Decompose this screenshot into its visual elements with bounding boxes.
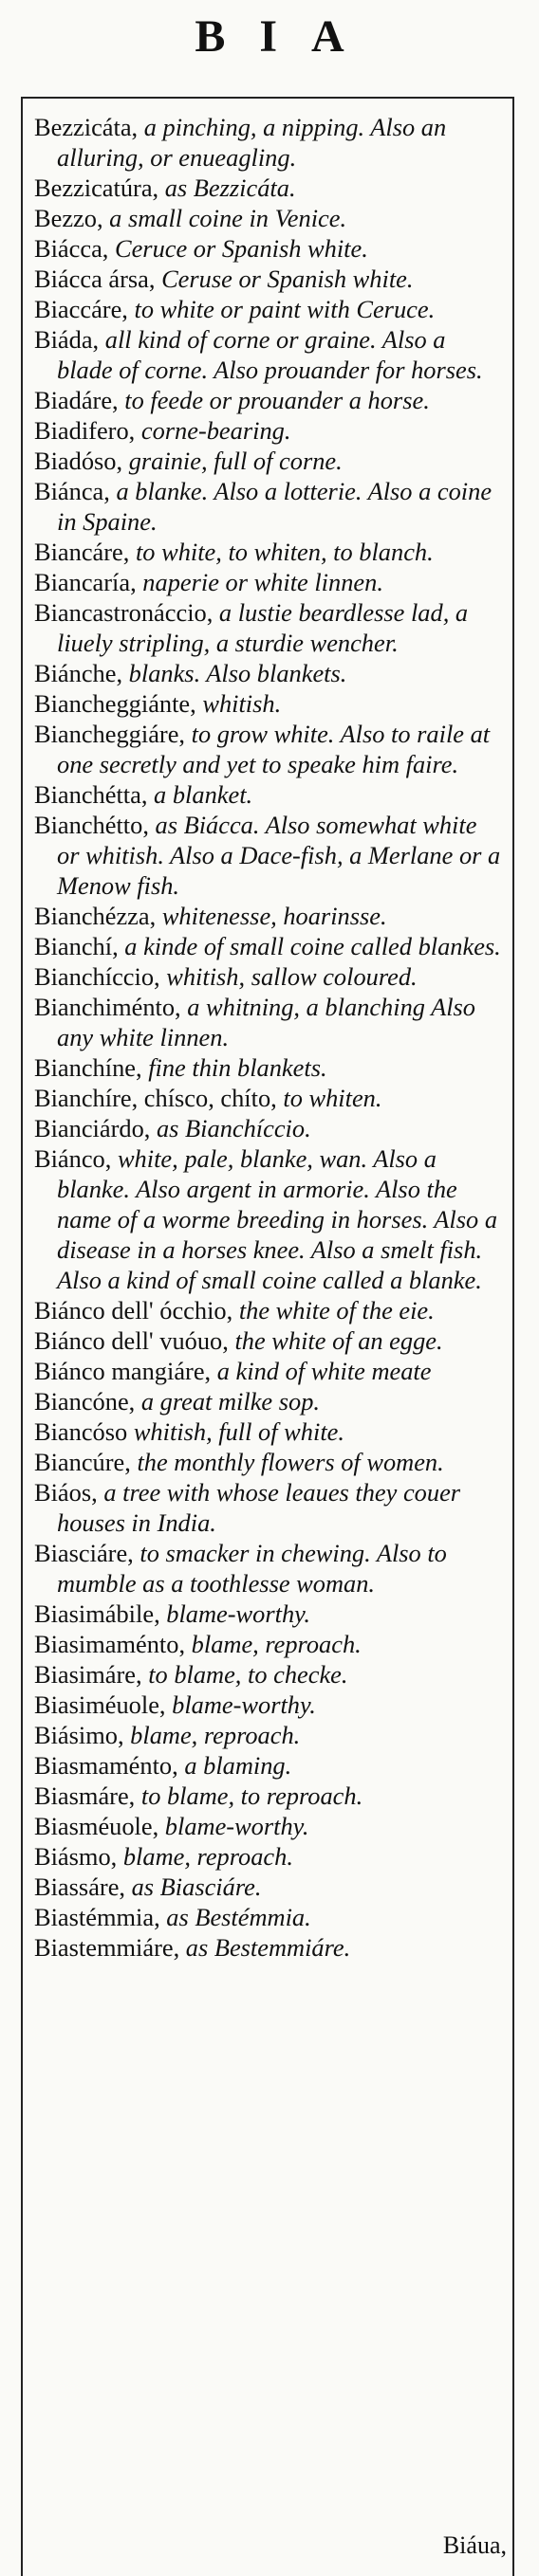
dictionary-entry	[34, 537, 505, 567]
dictionary-entry	[34, 173, 505, 203]
definition: blame-worthy.	[165, 1690, 316, 1719]
headword: Biánco dell' vuóuo,	[34, 1326, 229, 1355]
definition: to whiten.	[276, 1084, 382, 1112]
dictionary-entry	[34, 1720, 505, 1750]
definition: blame-worthy.	[158, 1812, 309, 1840]
headword: Bianchí,	[34, 932, 119, 960]
dictionary-entry	[34, 233, 505, 264]
dictionary-entry	[34, 1052, 505, 1083]
definition: to white, to whiten, to blanch.	[129, 538, 434, 566]
dictionary-entry	[34, 112, 505, 173]
headword: Bezzo,	[34, 204, 103, 232]
dictionary-entry	[34, 1538, 505, 1599]
dictionary-entry	[34, 1841, 505, 1872]
dictionary-entry	[34, 1750, 505, 1781]
dictionary-entry	[34, 446, 505, 476]
dictionary-entry	[34, 385, 505, 415]
headword: Bezzicatúra,	[34, 174, 159, 202]
dictionary-entry	[34, 1599, 505, 1629]
dictionary-entry	[34, 415, 505, 446]
headword: Biancheggiáre,	[34, 720, 186, 748]
headword: Biasmáre,	[34, 1781, 136, 1810]
headword: Biánco mangiáre,	[34, 1357, 212, 1385]
headword: Bianchíre, chísco, chíto,	[34, 1084, 277, 1112]
headword: Biancastronáccio,	[34, 598, 214, 627]
dictionary-entry	[34, 719, 505, 779]
dictionary-entry	[34, 1477, 505, 1538]
headword: Biaccáre,	[34, 295, 128, 323]
headword: Biasciáre,	[34, 1539, 134, 1567]
dictionary-entry	[34, 597, 505, 658]
definition: blame, reproach.	[123, 1721, 301, 1749]
headword: Biánche,	[34, 659, 123, 687]
definition: the white of the eie.	[232, 1296, 435, 1325]
dictionary-entry	[34, 901, 505, 931]
definition: to blame, to reproach.	[135, 1781, 363, 1810]
definition: as Biasciáre.	[125, 1873, 262, 1901]
page-header: BIA	[195, 11, 379, 62]
headword: Biancúre,	[34, 1448, 131, 1476]
dictionary-entry	[34, 931, 505, 961]
headword: Bianchíne,	[34, 1053, 142, 1082]
dictionary-entry	[34, 1690, 505, 1720]
definition: to white or paint with Ceruce.	[127, 295, 436, 323]
dictionary-entry	[34, 567, 505, 597]
definition: a pinching, a nipping. Also an alluring, or enueagling.	[57, 113, 447, 172]
definition: whitish.	[195, 689, 282, 718]
definition: Ceruce or Spanish white.	[108, 234, 368, 263]
headword: Biasméuole,	[34, 1812, 159, 1840]
headword: Biassáre,	[34, 1873, 126, 1901]
headword: Biánco,	[34, 1144, 112, 1173]
dictionary-entry	[34, 1447, 505, 1477]
headword: Bianchíccio,	[34, 962, 160, 991]
definition: a blaming.	[177, 1751, 292, 1780]
headword: Biancaría,	[34, 568, 137, 596]
dictionary-entry	[34, 1416, 505, 1447]
definition: to smacker in chewing. Also to mumble as a toothlesse woman.	[57, 1539, 447, 1598]
definition: a blanket.	[147, 780, 253, 809]
dictionary-entry	[34, 1781, 505, 1811]
dictionary-entry	[34, 1295, 505, 1325]
dictionary-entry	[34, 264, 505, 294]
definition: whitish, sallow coloured.	[159, 962, 418, 991]
definition: a great milke sop.	[135, 1387, 320, 1416]
definition: white, pale, blanke, wan. Also a blanke. Also argent in armorie. Also the name of a worme breeding in horses. Also a disease in a horses knee. Also a smelt fish. Also a kind of small coine called a blanke.	[57, 1144, 498, 1294]
headword: Bianchézza,	[34, 902, 157, 930]
definition: a blanke. Also a lotterie. Also a coine in Spaine.	[57, 477, 493, 536]
dictionary-entry	[34, 1083, 505, 1113]
dictionary-entry	[34, 1325, 505, 1356]
definition: naperie or white linnen.	[136, 568, 383, 596]
definition: corne-bearing.	[135, 416, 291, 445]
headword: Biancóne,	[34, 1387, 136, 1416]
dictionary-entry	[34, 810, 505, 901]
definition: blame, reproach.	[185, 1630, 362, 1658]
definition: a tree with whose leaues they couer houses in India.	[57, 1478, 461, 1537]
headword: Biasimáre,	[34, 1660, 142, 1689]
definition: as Biácca. Also somewhat white or whitish. Also a Dace-fish, a Merlane or a Menow fish.	[57, 811, 501, 900]
headword: Biánco dell' ócchio,	[34, 1296, 233, 1325]
headword: Biánca,	[34, 477, 110, 505]
headword: Biáos,	[34, 1478, 98, 1507]
definition: fine thin blankets.	[141, 1053, 327, 1082]
definition: all kind of corne or graine. Also a blade of corne. Also prouander for horses.	[57, 325, 483, 384]
dictionary-entry	[34, 476, 505, 537]
entry-list	[34, 112, 505, 1963]
headword: Biastémmia,	[34, 1903, 160, 1931]
dictionary-entry	[34, 961, 505, 992]
headword: Bezzicáta,	[34, 113, 139, 141]
definition: Ceruse or Spanish white.	[155, 265, 414, 293]
definition: the monthly flowers of women.	[130, 1448, 444, 1476]
headword: Biasimábile,	[34, 1599, 160, 1628]
definition: a whitning, a blanching Also any white linnen.	[57, 993, 476, 1051]
definition: a small coine in Venice.	[102, 204, 347, 232]
definition: as Bestémmia.	[159, 1903, 311, 1931]
definition: a kinde of small coine called blankes.	[118, 932, 501, 960]
headword: Bianchétto,	[34, 811, 149, 839]
definition: blame-worthy.	[159, 1599, 311, 1628]
dictionary-entry	[34, 1143, 505, 1295]
headword: Biancóso	[34, 1417, 128, 1446]
dictionary-entry	[34, 992, 505, 1052]
definition: blanks. Also blankets.	[122, 659, 347, 687]
dictionary-entry	[34, 1386, 505, 1416]
headword: Biasimaménto,	[34, 1630, 186, 1658]
headword: Biadáre,	[34, 386, 119, 414]
headword: Biadóso,	[34, 447, 123, 475]
headword: Biadifero,	[34, 416, 136, 445]
dictionary-entry	[34, 324, 505, 385]
definition: whitish, full of white.	[127, 1417, 344, 1446]
dictionary-entry	[34, 1113, 505, 1143]
definition: a lustie beardlesse lad, a liuely stripling, a sturdie wencher.	[57, 598, 469, 657]
headword: Biásimo,	[34, 1721, 124, 1749]
headword: Bianchétta,	[34, 780, 148, 809]
dictionary-entry	[34, 779, 505, 810]
headword: Biastemmiáre,	[34, 1933, 180, 1962]
dictionary-entry	[34, 688, 505, 719]
headword: Bianciárdo,	[34, 1114, 151, 1142]
dictionary-entry	[34, 1872, 505, 1902]
headword: Biancáre,	[34, 538, 130, 566]
dictionary-entry	[34, 1659, 505, 1690]
headword: Biácca,	[34, 234, 109, 263]
definition: as Bestemmiáre.	[179, 1933, 351, 1962]
definition: the white of an egge.	[228, 1326, 443, 1355]
definition: blame, reproach.	[117, 1842, 293, 1871]
dictionary-entry	[34, 294, 505, 324]
definition: grainie, full of corne.	[122, 447, 343, 475]
headword: Biásmo,	[34, 1842, 118, 1871]
dictionary-entry	[34, 1356, 505, 1386]
definition: a kind of white meate	[211, 1357, 432, 1385]
definition: whitenesse, hoarinsse.	[156, 902, 387, 930]
dictionary-entry	[34, 1629, 505, 1659]
dictionary-entry	[34, 658, 505, 688]
definition: as Bianchíccio.	[150, 1114, 311, 1142]
headword: Bianchiménto,	[34, 993, 181, 1021]
catchword: Biáua,	[442, 2531, 507, 2559]
definition: to feede or prouander a horse.	[118, 386, 430, 414]
definition: to grow white. Also to raile at one secretly and yet to speake him faire.	[57, 720, 491, 778]
dictionary-entry	[34, 1932, 505, 1963]
dictionary-entry	[34, 203, 505, 233]
headword: Biasmaménto,	[34, 1751, 178, 1780]
dictionary-entry	[34, 1811, 505, 1841]
dictionary-entry	[34, 1902, 505, 1932]
definition: to blame, to checke.	[141, 1660, 348, 1689]
headword: Biáda,	[34, 325, 100, 354]
headword: Biasiméuole,	[34, 1690, 166, 1719]
headword: Biancheggiánte,	[34, 689, 196, 718]
definition: as Bezzicáta.	[158, 174, 296, 202]
headword: Biácca ársa,	[34, 265, 156, 293]
